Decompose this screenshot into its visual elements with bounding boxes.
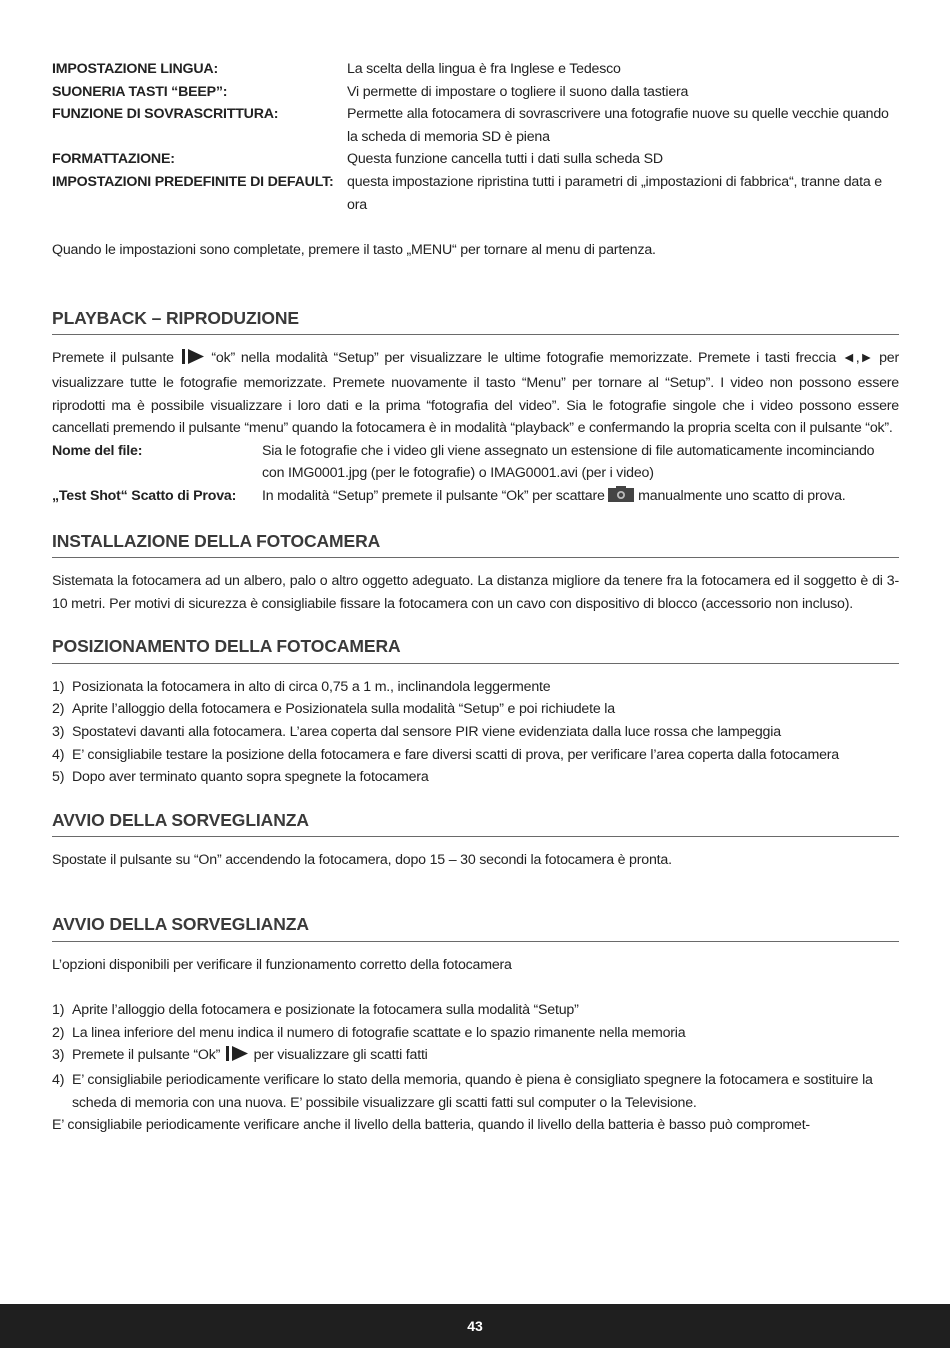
list-item [52,698,899,721]
list-item [52,1069,899,1114]
setting-desc: Vi permette di impostare o togliere il suono dalla tastiera [347,83,689,100]
playback-paragraph [52,347,899,439]
setting-desc: Questa funzione cancella tutti i dati sulla scheda SD [347,151,663,168]
step-number: 4) [52,1072,65,1088]
step-text: Dopo aver terminato quanto sopra spegnete la fotocamera [72,769,429,786]
test-shot-desc [262,485,899,510]
list-item [52,999,899,1022]
list-item [52,744,899,767]
step-number: 1) [52,678,65,695]
step-number: 5) [52,769,65,786]
step-text: E’ consigliabile testare la posizione della fotocamera e fare diversi scatti di prova, per verificare l’area coperta dalla fotocamera [72,746,839,763]
filename-term: Nome del file: [52,442,143,459]
closing-paragraph: E’ consigliabile periodicamente verificare anche il livello della batteria, quando il livello della batteria è basso può compromet- [52,1117,810,1134]
filename-desc: Sia le fotografie che i video gli viene assegnato un estensione di file automaticamente incominciando con IMG0001.jpg (per le fotografie) o IMAG0001.avi (per i video) [262,442,875,482]
step-text [72,1044,899,1069]
setting-desc: Permette alla fotocamera di sovrascrivere una fotografie nuove su quelle vecchie quando la scheda di memoria SD è piena [347,106,889,145]
list-item [52,766,899,789]
step-number: 2) [52,701,65,718]
step-text-a: Premete il pulsante “Ok” [72,1047,221,1064]
filename-row [52,440,899,485]
test-shot-row [52,485,899,510]
list-item [52,1044,899,1069]
playback-intro-b: “ok” nella modalità “Setup” per visualizzare le ultime fotografie memorizzate. Premete i tasti freccia ◄,► per visualizzare tutte le fotografie memorizzate. Premete nuovamente il tasto “Menu” per tornare al “Setup”. I video non possono essere riprodotti ma è possibile visualizzare i loro dati e la prima “fotografia del video”. Sia le fotografie singole che i video possono essere cancellati premendo il pulsante “menu” quando la fotocamera è in modalità “playback” e confermando la propria scelta con il pulsante “ok”. [52,350,899,437]
start-1-paragraph: Spostate il pulsante su “On” accendendo la fotocamera, dopo 15 – 30 secondi la fotocamera è pronta. [52,852,672,869]
step-text-b: per visualizzare gli scatti fatti [253,1047,428,1064]
step-number: 3) [52,724,65,741]
play-pause-icon [180,349,206,372]
playback-intro-a: Premete il pulsante [52,350,174,367]
section-title-position: POSIZIONAMENTO DELLA FOTOCAMERA [52,635,899,664]
setting-row [52,58,899,81]
step-text: Aprite l’alloggio della fotocamera e posizionate la fotocamera sulla modalità “Setup” [72,1002,579,1019]
position-steps [52,676,899,789]
document-page [52,58,899,1137]
step-text: Posizionata la fotocamera in alto di circa 0,75 a 1 m., inclinandola leggermente [72,678,551,695]
setting-term: FUNZIONE DI SOVRASCRITTURA: [52,106,279,123]
page-footer [0,1304,950,1348]
list-item [52,721,899,744]
step-number: 3) [52,1047,65,1064]
setting-desc: La scelta della lingua è fra Inglese e Tedesco [347,61,621,77]
setting-term: SUONERIA TASTI “BEEP”: [52,83,228,100]
setting-row [52,81,899,104]
step-text: E’ consigliabile periodicamente verificare lo stato della memoria, quando è piena è consigliato spegnere la fotocamera e sostituire la scheda di memoria con una nuova. E’ possibile visualizzare gli scatti fatti sul computer o la Televisione. [72,1072,873,1111]
step-number: 1) [52,1002,65,1019]
list-item [52,1022,899,1045]
step-number: 4) [52,746,65,763]
setting-row [52,148,899,171]
settings-list [52,58,899,216]
settings-note: Quando le impostazioni sono completate, premere il tasto „MENU“ per tornare al menu di partenza. [52,242,656,259]
step-text: Aprite l’alloggio della fotocamera e Posizionatela sulla modalità “Setup” e poi richiudete la [72,701,615,718]
camera-icon [608,486,634,510]
setting-row [52,103,899,148]
step-number: 2) [52,1024,65,1041]
setting-desc: questa impostazione ripristina tutti i parametri di „impostazioni di fabbrica“, tranne data e ora [347,173,882,213]
list-item [52,676,899,699]
test-shot-term: „Test Shot“ Scatto di Prova: [52,487,237,504]
step-text: La linea inferiore del menu indica il numero di fotografie scattate e lo spazio rimanente nella memoria [72,1024,686,1041]
setting-row [52,171,899,216]
step-text: Spostatevi davanti alla fotocamera. L’area coperta dal sensore PIR viene evidenziata dalla luce rossa che lampeggia [72,724,781,741]
setting-term: IMPOSTAZIONI PREDEFINITE DI DEFAULT: [52,173,334,190]
test-shot-desc-b: manualmente uno scatto di prova. [638,487,846,504]
section-title-start-2: AVVIO DELLA SORVEGLIANZA [52,913,899,942]
play-pause-icon [224,1046,250,1069]
install-paragraph: Sistemata la fotocamera ad un albero, palo o altro oggetto adeguato. La distanza migliore da tenere fra la fotocamera ed il soggetto è di 3-10 metri. Per motivi di sicurezza è consigliabile fissare la fotocamera con un cavo con dispositivo di blocco (accessorio non incluso). [52,573,899,612]
page-number: 43 [467,1318,483,1334]
start-2-intro: L’opzioni disponibili per verificare il funzionamento corretto della fotocamera [52,956,512,973]
section-title-start-1: AVVIO DELLA SORVEGLIANZA [52,809,899,838]
setting-term: FORMATTAZIONE: [52,151,175,168]
start-2-steps [52,999,899,1114]
test-shot-desc-a: In modalità “Setup” premete il pulsante “Ok” per scattare [262,487,605,504]
setting-term: IMPOSTAZIONE LINGUA: [52,61,218,77]
section-title-install: INSTALLAZIONE DELLA FOTOCAMERA [52,530,899,559]
section-title-playback: PLAYBACK – RIPRODUZIONE [52,307,899,336]
